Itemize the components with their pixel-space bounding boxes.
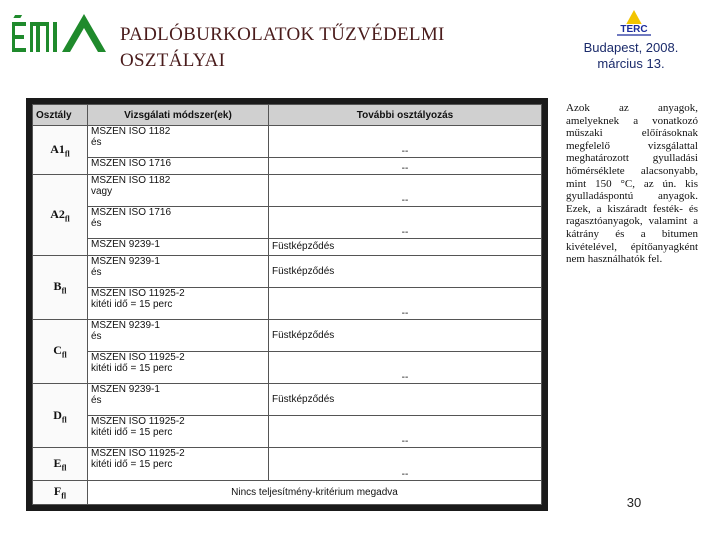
method-cell: MSZEN ISO 11925-2 kitéti idő = 15 perc [88, 287, 269, 319]
table-row [33, 126, 542, 158]
table-row [33, 174, 542, 206]
table-row [33, 320, 542, 352]
table-row [33, 416, 542, 448]
table-row [33, 384, 542, 416]
table-row [33, 239, 542, 256]
class-cell-a1: $A1_{fl}$ [33, 126, 88, 175]
date-line-2: március 13. [597, 56, 665, 71]
classification-table-frame [26, 98, 548, 511]
method-cell: MSZEN 9239-1 [88, 239, 269, 256]
terc-logo-text: TERC [620, 24, 648, 35]
method-cell: MSZEN ISO 1716 és [88, 206, 269, 238]
class-cell-b: $B_{fl}$ [33, 255, 88, 319]
title-line-2: OSZTÁLYAI [120, 50, 226, 71]
table-row [33, 352, 542, 384]
header-class: Osztály [33, 105, 88, 126]
method-cell: MSZEN 9239-1 és [88, 255, 269, 287]
extra-cell: -- [269, 287, 542, 319]
extra-cell: -- [269, 416, 542, 448]
terc-logo [611, 8, 657, 42]
method-cell: MSZEN ISO 11925-2 kitéti idő = 15 perc [88, 416, 269, 448]
extra-cell: -- [269, 352, 542, 384]
table-row [33, 206, 542, 238]
extra-cell: Füstképződés [269, 384, 542, 416]
table-row [33, 480, 542, 504]
method-cell: MSZEN 9239-1 és [88, 384, 269, 416]
emi-logo [10, 10, 108, 56]
extra-cell: Füstképződés [269, 320, 542, 352]
event-date [566, 40, 696, 72]
extra-cell: -- [269, 448, 542, 480]
header-method: Vizsgálati módszer(ek) [88, 105, 269, 126]
extra-cell: -- [269, 126, 542, 158]
extra-cell: Füstképződés [269, 239, 542, 256]
description-text: Azok az anyagok, amelyeknek a vonatkozó műszaki előírásoknak megfelelő vizsgálattal meghatározott gyulladási hőmérséklete alacsonyabb, mint 150 °C, az ún. kis gyulladáspontú anyagok. Ezek, a kiszáradt festék- és ragasztóanyagok, valamint a kátrány és a bitumen kivételével, építőanyagként nem használhatók fel. [566, 102, 698, 266]
class-cell-a2: $A2_{fl}$ [33, 174, 88, 255]
table-row [33, 158, 542, 175]
extra-cell: -- [269, 158, 542, 175]
class-cell-c: $C_{fl}$ [33, 320, 88, 384]
page-number: 30 [626, 495, 642, 510]
extra-cell: Füstképződés [269, 255, 542, 287]
table-row [33, 287, 542, 319]
class-cell-f: $F_{fl}$ [33, 480, 88, 504]
method-cell: MSZEN ISO 1716 [88, 158, 269, 175]
method-cell: MSZEN 9239-1 és [88, 320, 269, 352]
extra-cell: -- [269, 174, 542, 206]
class-cell-e: $E_{fl}$ [33, 448, 88, 480]
page-title [120, 22, 520, 74]
header-extra: További osztályozás [269, 105, 542, 126]
table-header-row [33, 105, 542, 126]
method-cell: MSZEN ISO 11925-2 kitéti idő = 15 perc [88, 352, 269, 384]
extra-cell: -- [269, 206, 542, 238]
method-cell: MSZEN ISO 11925-2 kitéti idő = 15 perc [88, 448, 269, 480]
table-row [33, 448, 542, 480]
no-criteria-cell: Nincs teljesítmény-kritérium megadva [88, 480, 542, 504]
classification-table [32, 104, 542, 505]
method-cell: MSZEN ISO 1182 és [88, 126, 269, 158]
table-row [33, 255, 542, 287]
method-cell: MSZEN ISO 1182 vagy [88, 174, 269, 206]
date-line-1: Budapest, 2008. [583, 40, 679, 55]
title-line-1: PADLÓBURKOLATOK TŰZVÉDELMI [120, 24, 445, 45]
class-cell-d: $D_{fl}$ [33, 384, 88, 448]
